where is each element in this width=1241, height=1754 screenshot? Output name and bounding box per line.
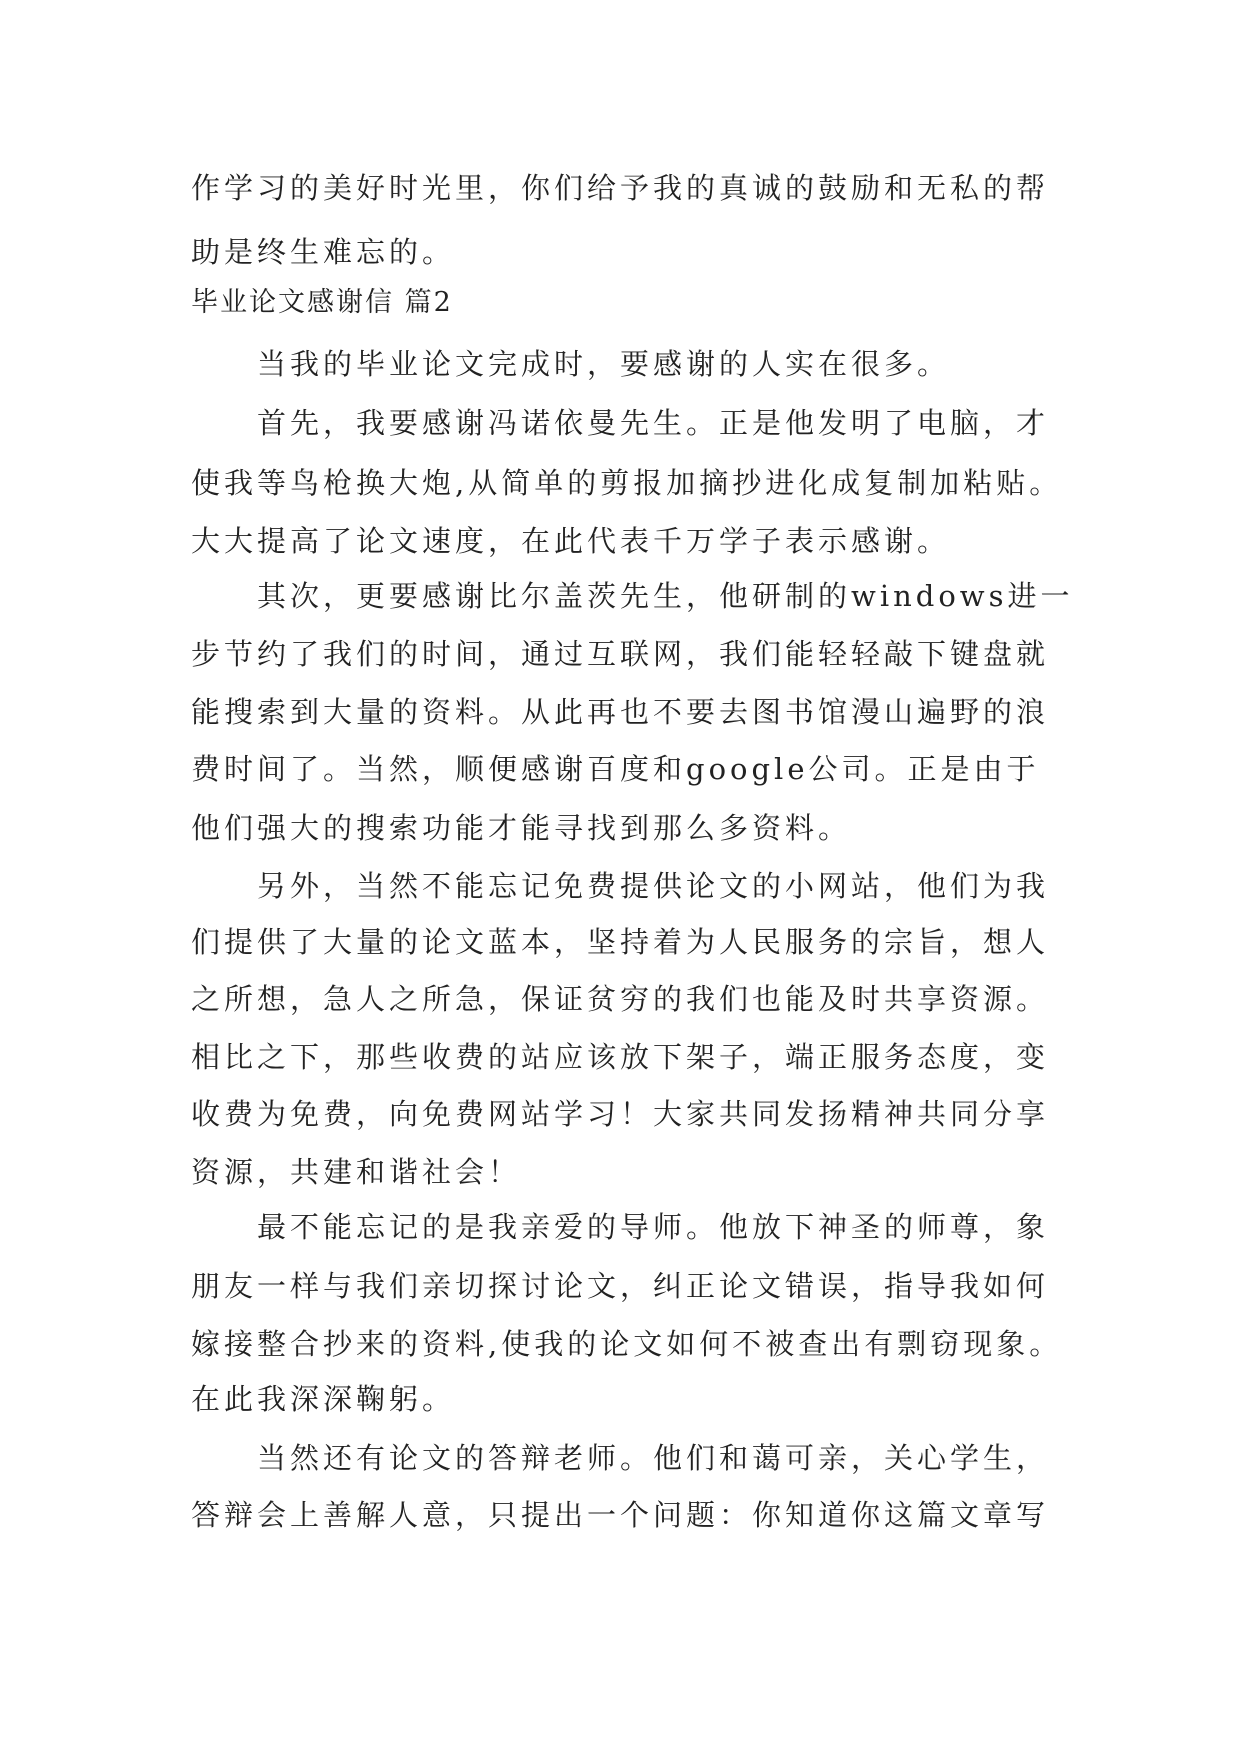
text-line: 嫁接整合抄来的资料,使我的论文如何不被查出有剽窃现象。 <box>191 1327 1063 1361</box>
text-line: 他们强大的搜索功能才能寻找到那么多资料。 <box>191 811 852 845</box>
text-line: 最不能忘记的是我亲爱的导师。他放下神圣的师尊，象 <box>191 1210 1050 1244</box>
text-line: 收费为免费，向免费网站学习！大家共同发扬精神共同分享 <box>191 1097 1050 1131</box>
text-line: 资源，共建和谐社会！ <box>191 1155 522 1189</box>
text-line: 作学习的美好时光里，你们给予我的真诚的鼓励和无私的帮 <box>191 171 1050 205</box>
text-line: 费时间了。当然，顺便感谢百度和google公司。正是由于 <box>191 752 1040 786</box>
text-line: 其次，更要感谢比尔盖茨先生，他研制的windows进一 <box>191 579 1074 613</box>
text-line: 助是终生难忘的。 <box>191 235 456 269</box>
text-line: 们提供了大量的论文蓝本，坚持着为人民服务的宗旨，想人 <box>191 925 1050 959</box>
text-line: 之所想，急人之所急，保证贫穷的我们也能及时共享资源。 <box>191 982 1050 1016</box>
text-line: 当我的毕业论文完成时，要感谢的人实在很多。 <box>191 347 951 381</box>
text-line: 朋友一样与我们亲切探讨论文，纠正论文错误，指导我如何 <box>191 1269 1050 1303</box>
text-line: 答辩会上善解人意，只提出一个问题：你知道你这篇文章写 <box>191 1498 1050 1532</box>
text-line: 首先，我要感谢冯诺依曼先生。正是他发明了电脑，才 <box>191 406 1050 440</box>
text-line: 使我等鸟枪换大炮,从简单的剪报加摘抄进化成复制加粘贴。 <box>191 466 1063 500</box>
text-line: 在此我深深鞠躬。 <box>191 1382 456 1416</box>
section-heading: 毕业论文感谢信 篇2 <box>191 287 453 318</box>
text-line: 能搜索到大量的资料。从此再也不要去图书馆漫山遍野的浪 <box>191 695 1050 729</box>
text-line: 另外，当然不能忘记免费提供论文的小网站，他们为我 <box>191 869 1050 903</box>
text-line: 步节约了我们的时间，通过互联网，我们能轻轻敲下键盘就 <box>191 637 1050 671</box>
text-line: 相比之下，那些收费的站应该放下架子，端正服务态度，变 <box>191 1040 1050 1074</box>
text-line: 大大提高了论文速度，在此代表千万学子表示感谢。 <box>191 524 951 558</box>
text-line: 当然还有论文的答辩老师。他们和蔼可亲，关心学生， <box>191 1441 1050 1475</box>
